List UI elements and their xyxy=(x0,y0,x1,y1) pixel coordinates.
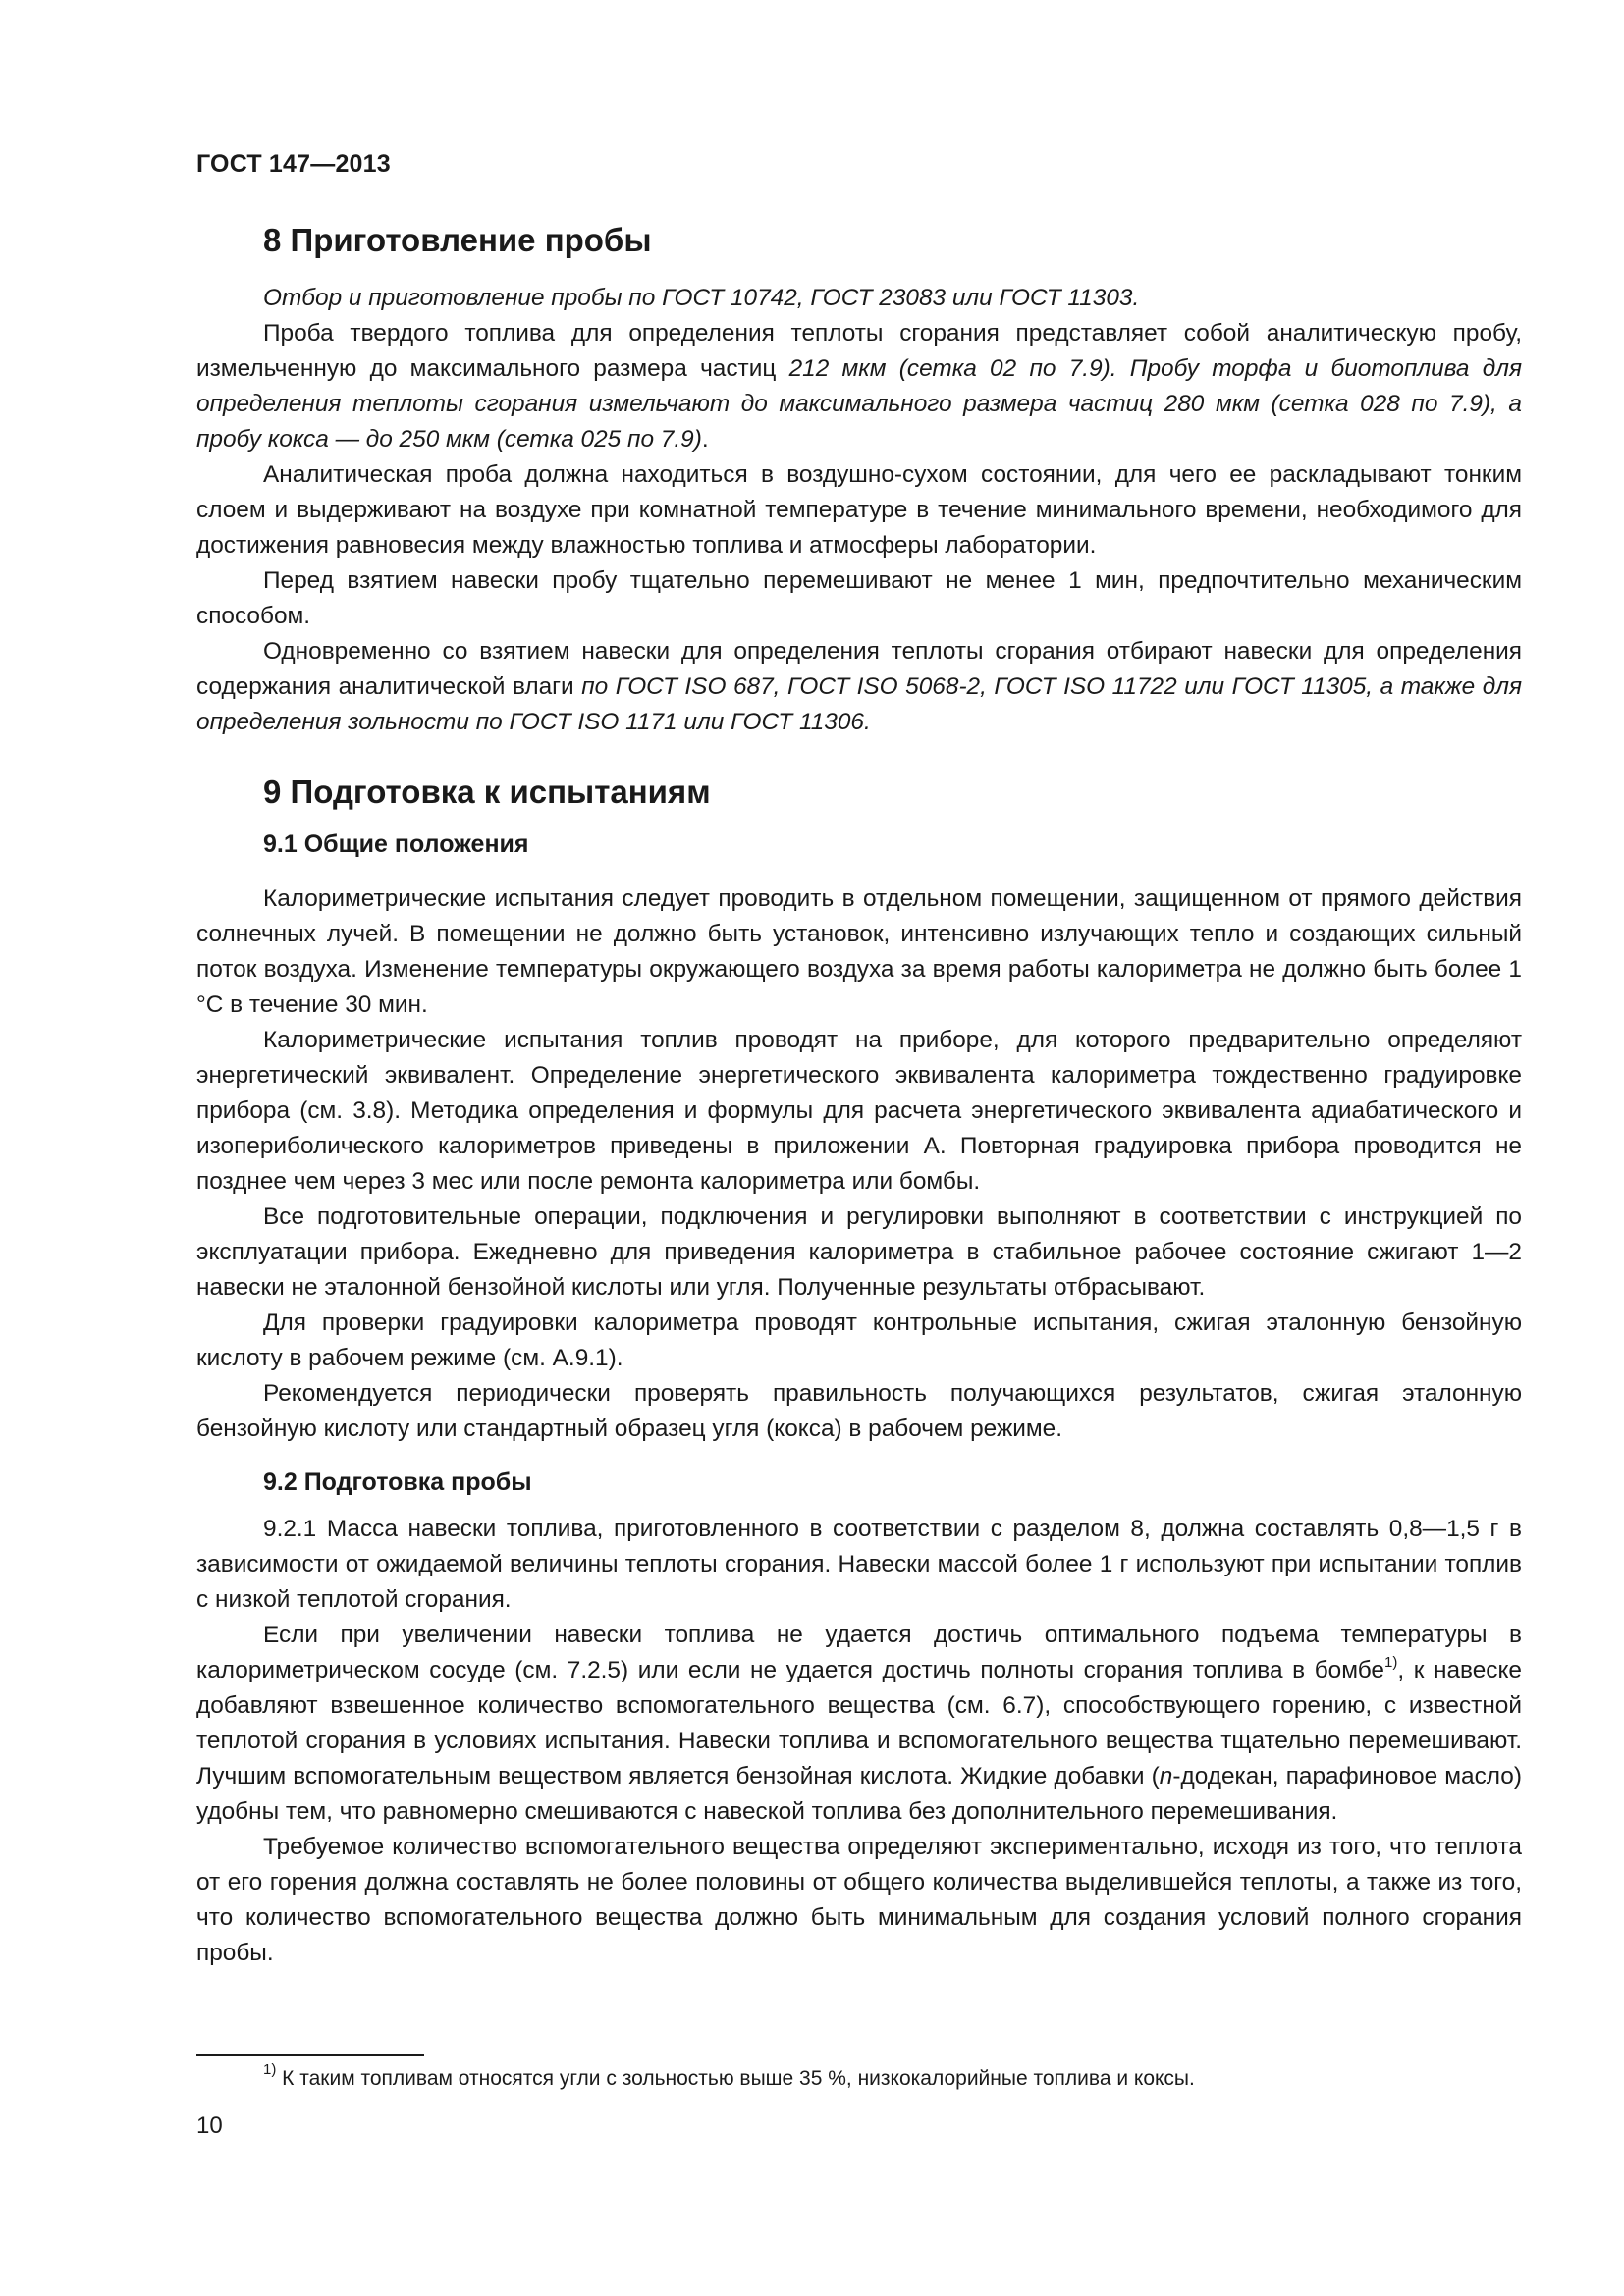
footnote xyxy=(263,2061,1195,2093)
section-8-paragraph-2 xyxy=(196,316,1522,457)
section-8-paragraph-5 xyxy=(196,634,1522,740)
subsection-9-2-title: 9.2 Подготовка пробы xyxy=(263,1468,532,1496)
subsection-9-1-paragraph-3: Все подготовительные операции, подключения и регулировки выполняют в соответствии с инструкцией по эксплуатации прибора. Ежедневно для приведения калориметра в стабильное рабочее состояние сжигают 1—2 навески не эталонной бензойной кислоты или угля. Полученные результаты отбрасывают. xyxy=(196,1203,1522,1301)
subsection-9-2-paragraph-2 xyxy=(196,1618,1522,1830)
document-code-header: ГОСТ 147—2013 xyxy=(196,150,391,178)
footnote-text: К таким топливам относятся угли с зольностью выше 35 %, низкокалорийные топлива и коксы. xyxy=(276,2067,1195,2090)
subsection-9-2-p2-text: Если при увеличении навески топлива не удается достичь оптимального подъема температуры в калориметрическом сосуде (см. 7.2.5) или если не удается достичь полноты сгорания топлива в бомбе xyxy=(196,1622,1522,1683)
subsection-9-2-paragraph-3: Требуемое количество вспомогательного вещества определяют экспериментально, исходя из того, что теплота от его горения должна составлять не более половины от общего количества выделившейся теплоты, а также из того, что количество вспомогательного вещества должно быть минимальным для создания условий полного сгорания пробы. xyxy=(196,1834,1522,1966)
subsection-9-2-paragraph-1: 9.2.1 Масса навески топлива, приготовленного в соответствии с разделом 8, должна составлять 0,8—1,5 г в зависимости от ожидаемой величины теплоты сгорания. Навески массой более 1 г используют при испытании топлив с низкой теплотой сгорания. xyxy=(196,1516,1522,1613)
subsection-9-1-paragraph-1: Калориметрические испытания следует проводить в отдельном помещении, защищенном от прямого действия солнечных лучей. В помещении не должно быть установок, интенсивно излучающих тепло и создающих сильный поток воздуха. Изменение температуры окружающего воздуха за время работы калориметра не должно быть более 1 °С в течение 30 мин. xyxy=(196,885,1522,1018)
section-8-p2-text: Проба твердого топлива для определения теплоты сгорания представляет собой аналитическую пробу, измельченную до максимального размера частиц xyxy=(196,320,1522,382)
section-8-title: 8 Приготовление пробы xyxy=(263,222,652,258)
section-8-paragraph-1 xyxy=(196,281,1522,316)
section-8-paragraph-4: Перед взятием навески пробу тщательно перемешивают не менее 1 мин, предпочтительно механическим способом. xyxy=(196,567,1522,629)
section-9-title: 9 Подготовка к испытаниям xyxy=(263,774,711,810)
page-content xyxy=(196,220,1522,1971)
page-number: 10 xyxy=(196,2112,223,2139)
subsection-9-1-title: 9.1 Общие положения xyxy=(263,830,529,858)
footnote-separator xyxy=(196,2054,424,2056)
section-8-paragraph-3: Аналитическая проба должна находиться в воздушно-сухом состоянии, для чего ее раскладывают тонким слоем и выдерживают на воздухе при комнатной температуре в течение минимального времени, необходимого для достижения равновесия между влажностью топлива и атмосферы лаборатории. xyxy=(196,461,1522,559)
section-8-p2-italic: 212 мкм (сетка 02 по 7.9). Пробу торфа и биотоплива для определения теплоты сгорания измельчают до максимального размера частиц 280 мкм (сетка 028 по 7.9), а пробу кокса — до 250 мкм (сетка 025 по 7.9) xyxy=(196,355,1522,453)
section-8-p5-text: Одновременно со взятием навески для определения теплоты сгорания отбирают навески для определения содержания аналитической влаги xyxy=(196,638,1522,700)
subsection-9-2-p2-text-cont: , к навеске добавляют взвешенное количество вспомогательного вещества (см. 6.7), способствующего горению, с известной теплотой сгорания в условиях испытания. Навески топлива и вспомогательного вещества тщательно перемешивают. Лучшим вспомогательным веществом является бензойная кислота. Жидкие добавки ( xyxy=(196,1657,1522,1789)
section-8-p2-end: . xyxy=(701,426,709,453)
subsection-9-2-p2-text-end: -додекан, парафиновое масло) удобны тем, что равномерно смешиваются с навеской топлива без дополнительного перемешивания. xyxy=(196,1763,1522,1825)
footnote-marker: 1) xyxy=(263,2061,277,2078)
footnote-reference[interactable]: 1) xyxy=(1384,1654,1398,1671)
subsection-9-2-p2-italic: n xyxy=(1159,1763,1173,1789)
subsection-9-1-paragraph-5: Рекомендуется периодически проверять правильность получающихся результатов, сжигая эталонную бензойную кислоту или стандартный образец угля (кокса) в рабочем режиме. xyxy=(196,1380,1522,1442)
section-8-p1-italic: Отбор и приготовление пробы по ГОСТ 10742, ГОСТ 23083 или ГОСТ 11303. xyxy=(263,285,1140,311)
section-8-p5-italic: по ГОСТ ISO 687, ГОСТ ISO 5068-2, ГОСТ ISO 11722 или ГОСТ 11305, а также для определения зольности по ГОСТ ISO 1171 или ГОСТ 11306. xyxy=(196,673,1522,735)
subsection-9-1-paragraph-4: Для проверки градуировки калориметра проводят контрольные испытания, сжигая эталонную бензойную кислоту в рабочем режиме (см. А.9.1). xyxy=(196,1309,1522,1371)
subsection-9-1-paragraph-2: Калориметрические испытания топлив проводят на приборе, для которого предварительно определяют энергетический эквивалент. Определение энергетического эквивалента калориметра тождественно градуировке прибора (см. 3.8). Методика определения и формулы для расчета энергетического эквивалента адиабатического и изопериболического калориметров приведены в приложении А. Повторная градуировка прибора проводится не позднее чем через 3 мес или после ремонта калориметра или бомбы. xyxy=(196,1027,1522,1195)
